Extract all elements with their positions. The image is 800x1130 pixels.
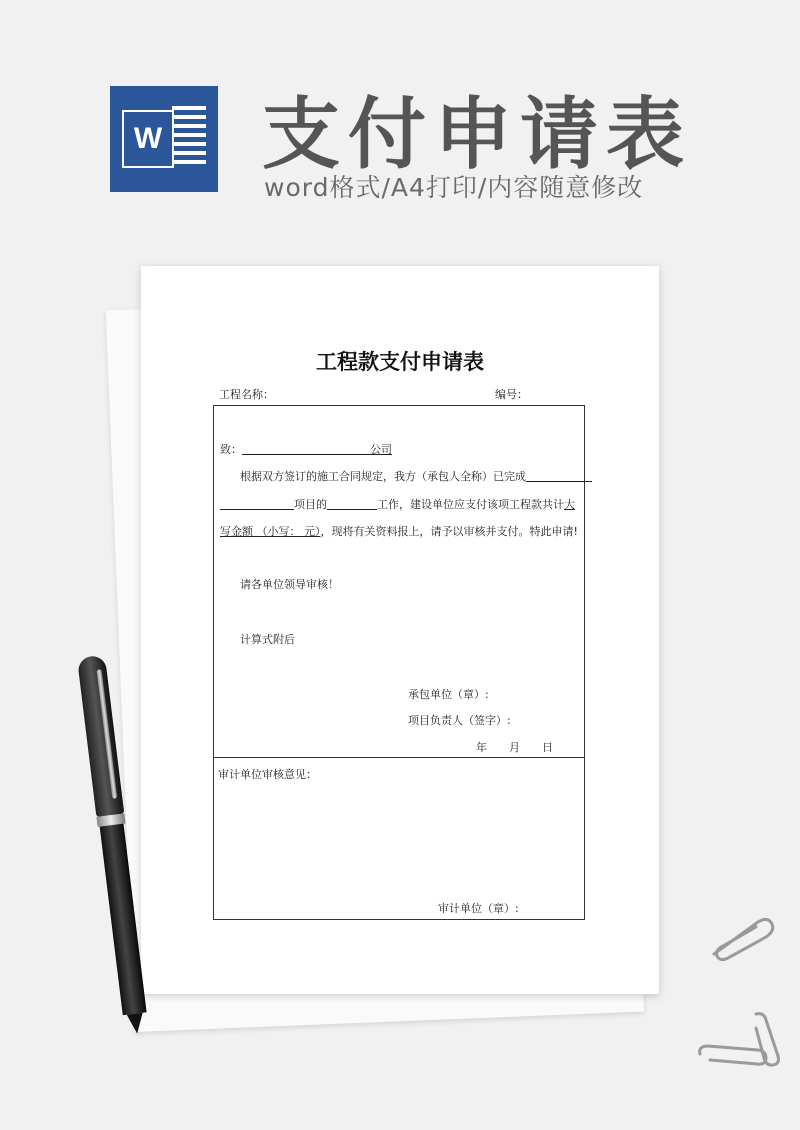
audit-seal: 审计单位（章）: (438, 902, 519, 915)
document-title: 工程款支付申请表 (316, 350, 484, 374)
form-divider (214, 757, 584, 758)
addressee-line (220, 441, 392, 457)
paperclip-icon (696, 1010, 786, 1070)
text-lines-icon (172, 106, 206, 169)
completed-blank (526, 469, 592, 482)
attachment-note: 计算式附后 (240, 633, 295, 646)
work-blank (327, 497, 377, 510)
date-month: 月 (509, 741, 520, 754)
document-page (141, 266, 659, 994)
paragraph-text-2a: 项目的 (294, 498, 327, 511)
serial-number-label: 编号： (495, 388, 528, 401)
date-line (476, 739, 553, 755)
paragraph-text-2c: 大 (564, 498, 575, 511)
to-label: 致： (220, 443, 242, 456)
hero-title: 支付申请表 (262, 90, 693, 180)
company-suffix: 公司 (370, 443, 392, 456)
paragraph-text-3b: ，现将有关资料报上，请予以审核并支付。特此申请! (320, 525, 578, 538)
date-day: 日 (542, 741, 553, 754)
contractor-seal: 承包单位（章）: (408, 688, 489, 701)
application-form-box (213, 405, 585, 920)
addressee-blank (242, 442, 370, 455)
paragraph-line-3 (220, 523, 578, 539)
word-logo-icon (110, 86, 218, 192)
paragraph-line-2 (220, 496, 575, 512)
paragraph-text-2b: 工作，建设单位应支付该项工程款共计 (377, 498, 564, 511)
paragraph-line-1 (240, 468, 592, 484)
amount-text: 写金额 （小写： 元） (220, 525, 321, 538)
hero-subtitle: word格式/A4打印/内容随意修改 (264, 173, 644, 202)
date-year: 年 (476, 741, 487, 754)
word-letter: W (122, 110, 174, 168)
paragraph-text-1: 根据双方签订的施工合同规定，我方（承包人全称）已完成 (240, 470, 526, 483)
review-request: 请各单位领导审核！ (240, 578, 339, 591)
project-manager-sign: 项目负责人（签字）: (408, 714, 511, 727)
paperclip-icon (706, 912, 776, 962)
project-blank (220, 497, 294, 510)
project-name-label: 工程名称： (219, 388, 274, 401)
audit-opinion-label: 审计单位审核意见： (218, 768, 317, 781)
